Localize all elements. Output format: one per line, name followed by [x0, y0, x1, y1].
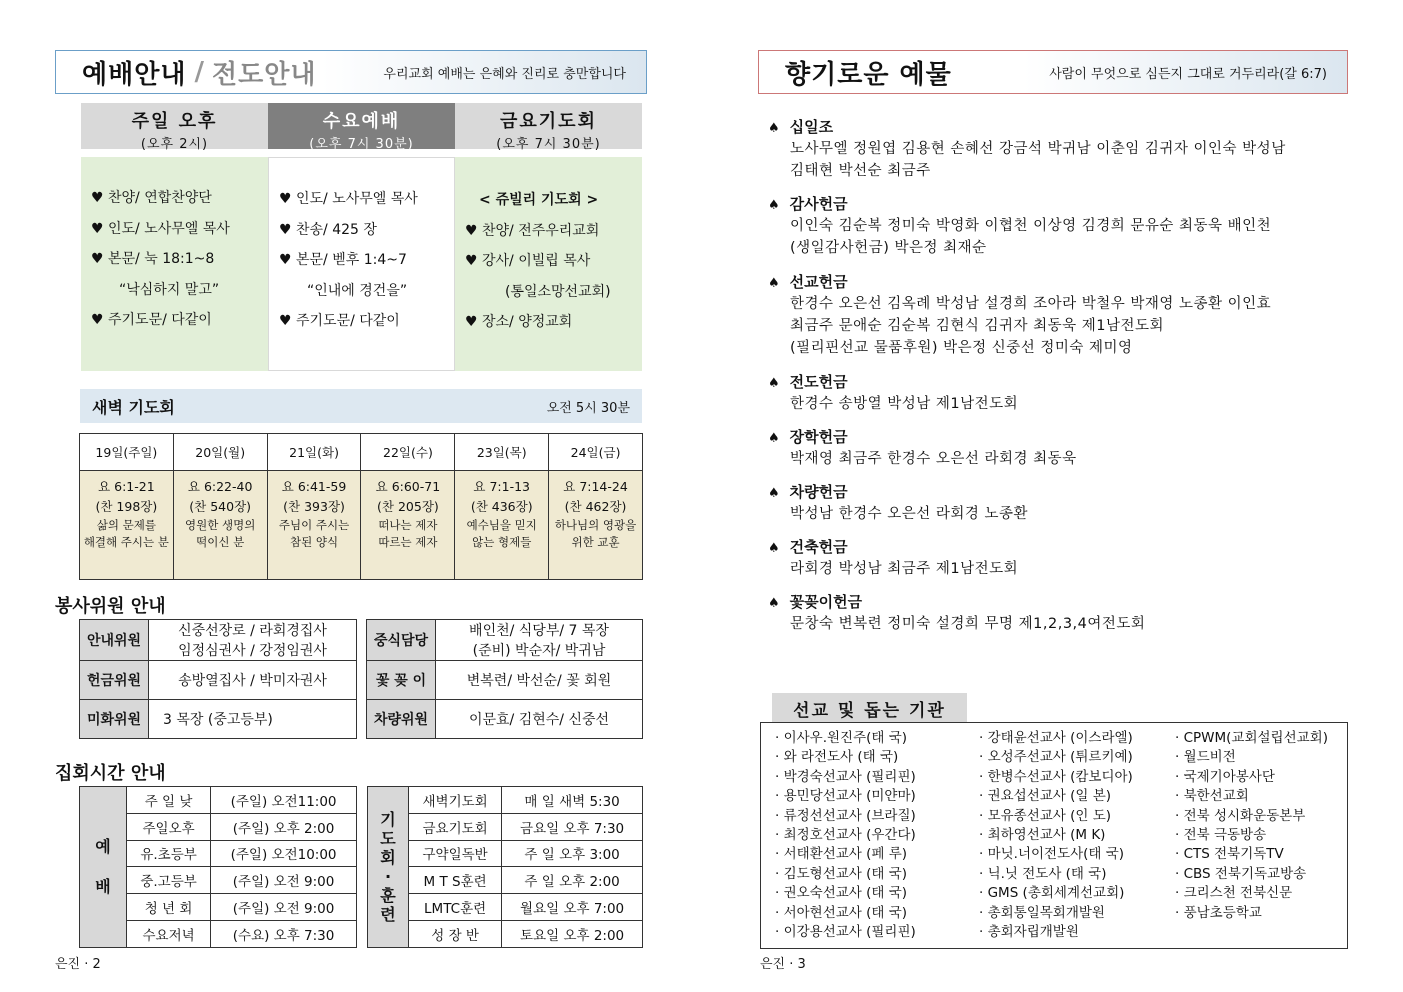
- meeting-time: 매 일 새벽 5:30: [502, 787, 643, 814]
- mission-item: · 류정선선교사 (브라질): [775, 807, 916, 824]
- offering-scholarship: [768, 426, 1348, 470]
- meeting-time: 주 일 오후 3:00: [502, 840, 643, 867]
- volunteer-label: 미화위원: [80, 700, 149, 739]
- offering-names: 문창숙 변복련 정미숙 설경희 무명 제1,2,3,4여전도회: [790, 616, 1146, 632]
- meeting-time: (수요) 오후 7:30: [211, 920, 357, 947]
- scripture-ref: 요 6:41-59: [281, 479, 347, 494]
- scripture-ref: 요 6:22-40: [187, 479, 253, 494]
- day-header: 19일(주일): [80, 434, 174, 471]
- meeting-table-worship: [79, 786, 357, 948]
- page-number-left: 은진 · 2: [55, 957, 101, 972]
- service-line: ♥ 찬양/ 전주우리교회: [465, 222, 600, 239]
- mission-item: · 이사우.원진주(태 국): [775, 730, 908, 746]
- mission-item: · 박경숙선교사 (필리핀): [775, 768, 916, 785]
- volunteer-value: [436, 620, 643, 661]
- mission-item: · 권요섭선교사 (일 본): [979, 788, 1112, 805]
- meeting-name: 구약일독반: [409, 840, 502, 867]
- hymn-number: (찬 198장): [95, 499, 158, 514]
- sermon-title: “낙심하지 말고”: [119, 281, 220, 298]
- service-line: < 쥬빌리 기도회 >: [479, 192, 599, 208]
- sermon-theme: 주님이 주시는: [278, 518, 350, 532]
- mission-item: · 이강용선교사 (필리핀): [775, 924, 916, 941]
- service-line: ♥ 주기도문/ 다같이: [91, 312, 212, 328]
- missions-box: [760, 722, 1348, 949]
- sermon-theme: 영원한 생명의: [185, 518, 256, 532]
- offering-title: ♠ 꽃꽂이헌금: [768, 593, 863, 611]
- service-line: ♥ 본문/ 눅 18:1~8: [91, 251, 215, 267]
- service-line: ♥ 장소/ 양정교회: [465, 314, 573, 330]
- meeting-time: (주일) 오전10:00: [211, 840, 357, 867]
- header-title-worship: 예배안내: [82, 59, 187, 90]
- offering-names: 노사무엘 정원엽 김용현 손혜선 강금석 박귀남 이춘임 김귀자 이인숙 박성남: [790, 141, 1286, 157]
- volunteer-section-title: 봉사위원 안내: [55, 596, 166, 617]
- meeting-name: 금요기도회: [409, 813, 502, 840]
- offering-title: ♠ 건축헌금: [768, 538, 848, 556]
- volunteer-label: 차량위원: [367, 700, 436, 739]
- offering-flower: [768, 591, 1348, 635]
- meeting-time: (주일) 오후 2:00: [211, 813, 357, 840]
- offering-names: 김태현 박선순 최금주: [790, 163, 931, 179]
- volunteer-table-right: [366, 619, 643, 739]
- offering-names: 라회경 박성남 최금주 제1남전도회: [790, 561, 1019, 577]
- mission-item: · 용민당선교사 (미얀마): [775, 788, 916, 805]
- meeting-time: (주일) 오전11:00: [211, 787, 357, 814]
- volunteer-label: 헌금위원: [80, 661, 149, 700]
- scripture-ref: 요 7:14-24: [563, 479, 628, 494]
- right-page-header: [758, 50, 1348, 94]
- volunteer-label: 중식담당: [367, 620, 436, 661]
- header-title-offerings: 향기로운 예물: [785, 59, 952, 90]
- sermon-theme: 삶의 문제를: [96, 518, 156, 532]
- offering-names: (생일감사헌금) 박은정 최재순: [790, 240, 987, 256]
- header-tagline: 우리교회 예배는 은혜와 진리로 충만합니다: [383, 66, 626, 82]
- hymn-number: (찬 436장): [470, 499, 533, 514]
- mission-item: · 서아현선교사 (태 국): [775, 904, 908, 921]
- offering-names: 이인숙 김순복 정미숙 박영화 이협천 이상영 김경희 문유순 최동욱 배인천: [790, 218, 1272, 234]
- volunteer-value: 3 목장 (중고등부): [149, 700, 357, 739]
- spade-icon: ♠: [768, 121, 780, 136]
- missions-column-2: [979, 729, 1133, 942]
- meeting-name: 유.초등부: [127, 840, 211, 867]
- meeting-section-title: 집회시간 안내: [55, 763, 166, 784]
- day-header: 24일(금): [549, 434, 643, 471]
- service-time: (오후 7시 30분): [496, 137, 601, 152]
- service-name: 금요기도회: [500, 111, 597, 132]
- sermon-theme: 하나님의 영광을: [554, 518, 637, 532]
- mission-item: · GMS (총회세계선교회): [979, 885, 1125, 902]
- offering-names: (필리핀선교 물품후원) 박은정 신중선 정미숙 제미영: [790, 340, 1133, 356]
- missions-column-3: [1175, 729, 1328, 923]
- meeting-name: LMTC훈련: [409, 894, 502, 921]
- service-line: (통일소망선교회): [505, 283, 611, 300]
- meeting-name: 청 년 회: [127, 894, 211, 921]
- worship-group-label: 예 배: [80, 787, 127, 948]
- mission-item: · 북한선교회: [1175, 788, 1249, 805]
- day-cell: [173, 471, 267, 580]
- offering-names: 한경수 송방열 박성남 제1남전도회: [790, 396, 1019, 412]
- sermon-theme: 떡이신 분: [196, 535, 245, 549]
- scripture-ref: 요 6:60-71: [375, 479, 441, 494]
- meeting-name: 주일오후: [127, 813, 211, 840]
- volunteer-names: (준비) 박순자/ 박귀남: [472, 643, 606, 659]
- day-header: 20일(월): [173, 434, 267, 471]
- service-details-wednesday: [268, 157, 455, 371]
- volunteer-names: 임정심권사 / 강정임권사: [178, 643, 327, 659]
- volunteer-value: 이문효/ 김현수/ 신중선: [436, 700, 643, 739]
- page-number-right: 은진 · 3: [760, 957, 806, 972]
- sermon-title: “인내에 경건을”: [307, 282, 408, 299]
- spade-icon: ♠: [768, 486, 780, 501]
- service-details-friday: [455, 157, 642, 371]
- service-line: ♥ 찬송/ 425 장: [279, 221, 377, 238]
- dawn-prayer-table: [79, 433, 643, 580]
- mission-item: · 모유종선교사 (인 도): [979, 807, 1112, 824]
- service-header-sunday: [81, 103, 268, 152]
- mission-item: · 한병수선교사 (캄보디아): [979, 768, 1133, 785]
- meeting-time: 토요일 오후 2:00: [502, 920, 643, 947]
- missions-column-1: [775, 729, 916, 942]
- day-header: 22일(수): [361, 434, 455, 471]
- service-line: ♥ 주기도문/ 다같이: [279, 313, 400, 329]
- mission-item: · CPWM(교회설립선교회): [1175, 730, 1328, 746]
- header-verse: 사람이 무엇으로 심든지 그대로 거두리라(갈 6:7): [1049, 66, 1327, 82]
- service-name: 수요예배: [322, 111, 401, 132]
- sermon-theme: 않는 형제들: [472, 535, 532, 549]
- offering-thanks: [768, 193, 1348, 259]
- offering-tithe: [768, 116, 1348, 182]
- volunteer-value: 변복련/ 박선순/ 꽃 회원: [436, 661, 643, 700]
- spade-icon: ♠: [768, 198, 780, 213]
- spade-icon: ♠: [768, 276, 780, 291]
- offering-names: 한경수 오은선 김옥례 박성남 설경희 조아라 박철우 박재영 노종환 이인효: [790, 296, 1272, 312]
- mission-item: · 국제기아봉사단: [1175, 768, 1275, 785]
- day-header: 21일(화): [267, 434, 361, 471]
- spade-icon: ♠: [768, 431, 780, 446]
- offering-title: ♠ 선교헌금: [768, 273, 848, 291]
- hymn-number: (찬 393장): [283, 499, 345, 514]
- mission-item: · 권오숙선교사 (태 국): [775, 885, 908, 902]
- mission-item: · 풍남초등학교: [1175, 904, 1262, 921]
- offering-title: ♠ 십일조: [768, 118, 834, 136]
- dawn-prayer-bar: [80, 389, 642, 423]
- service-line: ♥ 본문/ 벧후 1:4~7: [279, 252, 407, 268]
- service-time: (오후 7시 30분): [309, 137, 414, 152]
- offering-mission: [768, 271, 1348, 359]
- header-title-evangelism: 전도안내: [211, 59, 317, 90]
- hymn-number: (찬 540장): [189, 499, 252, 514]
- service-line: ♥ 인도/ 노사무엘 목사: [279, 191, 418, 207]
- service-header-friday: [455, 103, 642, 152]
- service-time: (오후 2시): [140, 137, 209, 152]
- meeting-name: 성 장 반: [409, 920, 502, 947]
- meeting-time: (주일) 오전 9:00: [211, 867, 357, 894]
- offering-title: ♠ 차량헌금: [768, 483, 848, 501]
- mission-item: · 와 라전도사 (태 국): [775, 749, 899, 766]
- volunteer-label: 꽃 꽂 이: [367, 661, 436, 700]
- meeting-time: (주일) 오전 9:00: [211, 894, 357, 921]
- hymn-number: (찬 462장): [564, 499, 627, 514]
- scripture-ref: 요 7:1-13: [473, 479, 531, 494]
- volunteer-names: 배인천/ 식당부/ 7 목장: [469, 623, 609, 639]
- prayer-group-label: 기 도 회 · 훈 련: [368, 787, 409, 948]
- mission-item: · 김도형선교사 (태 국): [775, 865, 908, 882]
- missions-title: 선교 및 돕는 기관: [772, 693, 967, 723]
- day-cell: [267, 471, 361, 580]
- mission-item: · 총회자립개발원: [979, 924, 1079, 941]
- header-slash: /: [194, 57, 204, 87]
- sermon-theme: 해결해 주시는 분: [83, 535, 169, 549]
- volunteer-value: [149, 620, 357, 661]
- mission-item: · 월드비전: [1175, 749, 1236, 766]
- offering-building: [768, 536, 1348, 580]
- meeting-table-prayer: [367, 786, 643, 948]
- day-cell: [549, 471, 643, 580]
- mission-item: · 전북 극동방송: [1175, 827, 1267, 844]
- mission-item: · 닉.닛 전도사 (태 국): [979, 865, 1107, 882]
- meeting-name: 주 일 낮: [127, 787, 211, 814]
- mission-item: · 총회통일목회개발원: [979, 904, 1105, 921]
- meeting-name: 수요저녁: [127, 920, 211, 947]
- mission-item: · 서태환선교사 (페 루): [775, 846, 908, 863]
- mission-item: · CBS 전북기독교방송: [1175, 865, 1307, 882]
- spade-icon: ♠: [768, 596, 780, 611]
- volunteer-names: 신중선장로 / 라회경집사: [178, 623, 327, 639]
- sermon-theme: 참된 양식: [290, 535, 339, 549]
- service-line: ♥ 인도/ 노사무엘 목사: [91, 220, 230, 237]
- offering-evangelism: [768, 371, 1348, 415]
- offering-title: ♠ 감사헌금: [768, 195, 848, 213]
- sermon-theme: 예수님을 믿지: [466, 518, 537, 532]
- service-line: ♥ 강사/ 이빌립 목사: [465, 253, 591, 269]
- scripture-ref: 요 6:1-21: [98, 479, 155, 494]
- mission-item: · 크리스천 전북신문: [1175, 885, 1293, 902]
- offering-names: 박재영 최금주 한경수 오은선 라회경 최동욱: [790, 451, 1077, 467]
- service-line: ♥ 찬양/ 연합찬양단: [91, 190, 212, 206]
- volunteer-value: 송방열집사 / 박미자권사: [149, 661, 357, 700]
- offering-names: 최금주 문애순 김순복 김현식 김귀자 최동욱 제1남전도회: [790, 318, 1165, 334]
- day-cell: [80, 471, 174, 580]
- meeting-name: 중.고등부: [127, 867, 211, 894]
- mission-item: · 오성주선교사 (튀르키예): [979, 749, 1133, 766]
- mission-item: · 전북 성시화운동본부: [1175, 807, 1306, 824]
- day-header: 23일(목): [455, 434, 549, 471]
- meeting-time: 월요일 오후 7:00: [502, 894, 643, 921]
- dawn-prayer-time: 오전 5시 30분: [546, 400, 630, 416]
- meeting-time: 금요일 오후 7:30: [502, 813, 643, 840]
- service-details-sunday: [81, 157, 268, 371]
- dawn-prayer-title: 새벽 기도회: [92, 397, 175, 417]
- sermon-theme: 위한 교훈: [571, 535, 620, 549]
- service-name: 주일 오후: [131, 111, 218, 132]
- volunteer-table-left: [79, 619, 357, 739]
- offering-title: ♠ 전도헌금: [768, 373, 848, 391]
- left-page-header: [55, 50, 647, 94]
- mission-item: · 최하영선교사 (M K): [979, 827, 1106, 844]
- hymn-number: (찬 205장): [377, 499, 439, 514]
- offering-vehicle: [768, 481, 1348, 525]
- service-header-wednesday: [268, 103, 455, 152]
- sermon-theme: 떠나는 제자: [378, 518, 438, 532]
- meeting-time: 주 일 오후 2:00: [502, 867, 643, 894]
- spade-icon: ♠: [768, 541, 780, 556]
- meeting-name: 새벽기도회: [409, 787, 502, 814]
- spade-icon: ♠: [768, 376, 780, 391]
- offering-names: 박성남 한경수 오은선 라회경 노종환: [790, 506, 1029, 522]
- sermon-theme: 따르는 제자: [378, 535, 438, 549]
- mission-item: · CTS 전북기독TV: [1175, 846, 1284, 863]
- volunteer-label: 안내위원: [80, 620, 149, 661]
- day-cell: [361, 471, 455, 580]
- day-cell: [455, 471, 549, 580]
- mission-item: · 강태윤선교사 (이스라엘): [979, 730, 1133, 746]
- meeting-name: M T S훈련: [409, 867, 502, 894]
- offering-title: ♠ 장학헌금: [768, 428, 848, 446]
- mission-item: · 최정호선교사 (우간다): [775, 827, 916, 844]
- mission-item: · 마닛.너이전도사(태 국): [979, 846, 1125, 863]
